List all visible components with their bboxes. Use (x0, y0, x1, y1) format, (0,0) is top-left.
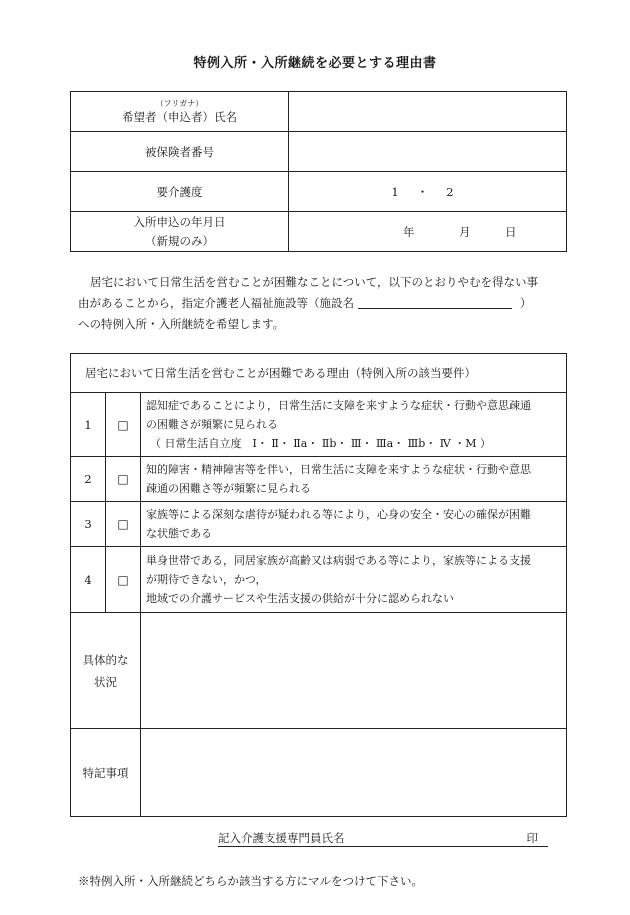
intro-line-2b: ） (520, 296, 532, 310)
intro-line-2a: 由があることから，指定介護老人福祉施設等（施設名 (78, 296, 354, 310)
insured-number-field[interactable] (289, 132, 567, 172)
reason-text (141, 457, 567, 502)
reason-checkbox-1[interactable]: □ (106, 393, 141, 457)
reasons-table (70, 353, 567, 817)
special-notes-field[interactable] (141, 729, 567, 817)
facility-name-field[interactable] (358, 296, 512, 309)
reason-checkbox-2[interactable]: □ (106, 457, 141, 502)
specific-situation-row (71, 613, 567, 729)
reason-row-4 (71, 547, 567, 613)
year-unit: 年 (403, 224, 415, 239)
application-date-label-line2: （新規のみ） (145, 233, 214, 248)
furigana-label: （フリガナ） (155, 98, 204, 108)
intro-line-2 (78, 293, 558, 314)
reason-line: の困難さが頻繁に見られる (146, 418, 278, 431)
intro-line-1: 居宅において日常生活を営むことが困難なことについて，以下のとおりやむを得ない事 (90, 275, 539, 289)
reason-number: 4 (71, 547, 106, 613)
reason-row-2 (71, 457, 567, 502)
reason-line: 疎通の困難さ等が頻繁に見られる (146, 482, 311, 495)
reason-checkbox-4[interactable]: □ (106, 547, 141, 613)
care-level-option-2[interactable]: 2 (446, 184, 472, 199)
intro-paragraph (78, 272, 558, 335)
specific-situation-label-line1: 具体的な (82, 652, 129, 667)
reason-text (141, 547, 567, 613)
reason-line: な状態である (146, 527, 212, 540)
special-notes-label: 特記事項 (71, 729, 141, 817)
care-level-separator: ・ (416, 184, 447, 199)
special-notes-row (71, 729, 567, 817)
care-manager-signature-line[interactable] (218, 830, 548, 847)
reason-row-3 (71, 502, 567, 547)
applicant-table (70, 91, 567, 252)
reason-number: 2 (71, 457, 106, 502)
seal-mark: 印 (526, 831, 538, 845)
care-level-option-1[interactable]: 1 (391, 184, 417, 199)
reason-checkbox-3[interactable]: □ (106, 502, 141, 547)
applicant-name-field[interactable] (289, 92, 567, 132)
day-unit: 日 (505, 224, 517, 239)
reason-number: 1 (71, 393, 106, 457)
footnote: ※特例入所・入所継続どちらか該当する方にマルをつけて下さい。 (78, 874, 423, 888)
reason-line: 地域での介護サービスや生活支援の供給が十分に認められない (146, 592, 454, 605)
reason-line: 家族等による深刻な虐待が疑われる等により，心身の安全・安心の確保が困難 (146, 508, 531, 521)
reasons-header: 居宅において日常生活を営むことが困難である理由（特例入所の該当要件） (71, 354, 567, 393)
reason-text (141, 393, 567, 457)
reason-number: 3 (71, 502, 106, 547)
application-date-field[interactable] (289, 212, 567, 252)
intro-line-3: への特例入所・入所継続を希望します。 (78, 317, 285, 331)
application-date-label (71, 212, 289, 252)
specific-situation-label (71, 613, 141, 729)
insured-number-label: 被保険者番号 (71, 132, 289, 172)
month-unit: 月 (459, 224, 471, 239)
reason-line: 知的障害・精神障害等を伴い，日常生活に支障を来すような症状・行動や意思 (146, 463, 531, 476)
name-label-cell (71, 92, 289, 132)
document-title: 特例入所・入所継続を必要とする理由書 (193, 56, 437, 71)
specific-situation-field[interactable] (141, 613, 567, 729)
care-level-field[interactable] (289, 172, 567, 212)
reason-text (141, 502, 567, 547)
reason-line: 認知症であることにより，日常生活に支障を来すような症状・行動や意思疎通 (146, 399, 531, 412)
reason-line: が期待できない，かつ， (146, 573, 267, 586)
specific-situation-label-line2: 状況 (94, 674, 117, 689)
applicant-name-label: 希望者（申込者）氏名 (122, 109, 237, 124)
care-manager-name-label: 記入介護支援専門員氏名 (218, 831, 345, 845)
care-level-label: 要介護度 (71, 172, 289, 212)
reason-row-1 (71, 393, 567, 457)
reason-line: 単身世帯である，同居家族が高齢又は病弱である等により，家族等による支援 (146, 554, 531, 567)
application-date-label-line1: 入所申込の年月日 (133, 214, 226, 229)
independence-level-line[interactable]: （ 日常生活自立度 Ⅰ・ Ⅱ・ Ⅱa・ Ⅱb・ Ⅲ・ Ⅲa・ Ⅲb・ Ⅳ ・M ） (150, 437, 492, 450)
